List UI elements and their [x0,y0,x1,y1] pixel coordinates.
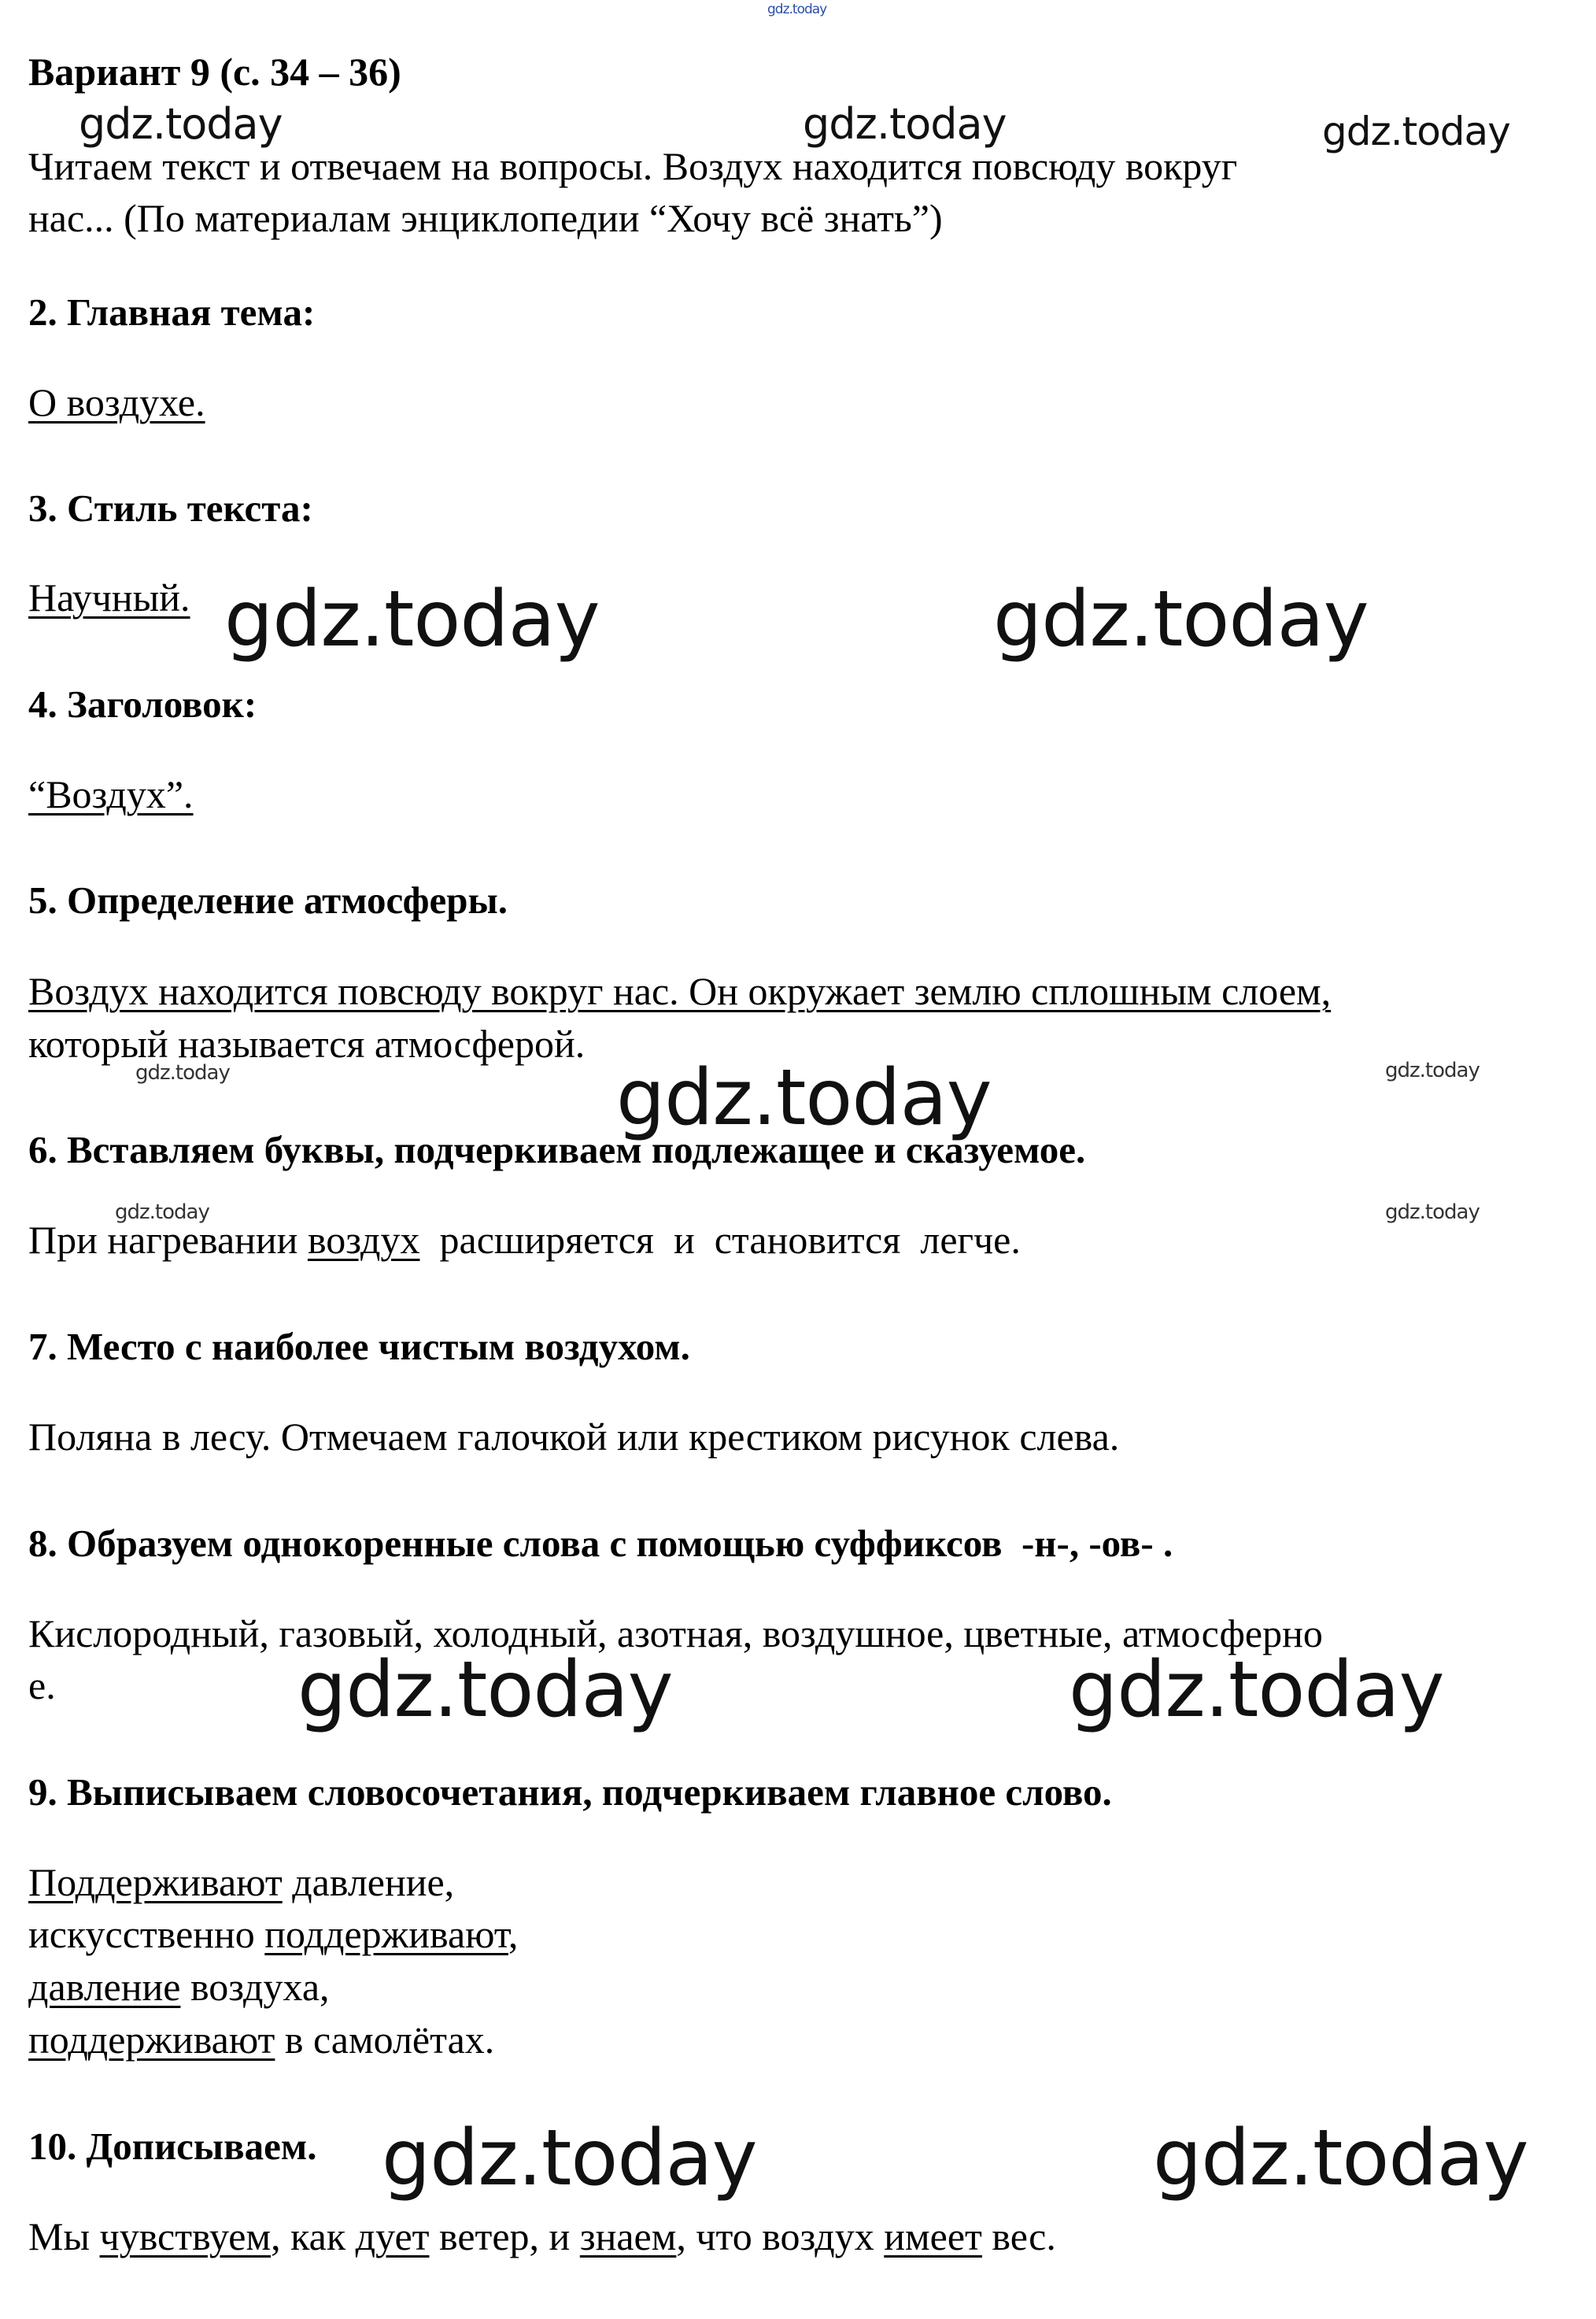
q7-heading: 7. Место с наиболее чистым воздухом. [28,1325,690,1368]
watermark: gdz.today [115,1200,209,1224]
q10-verb-2: дует [355,2214,430,2258]
q9-heading: 9. Выписываем словосочетания, подчеркиваем главное слово. [28,1770,1112,1814]
watermark: gdz.today [382,2114,757,2203]
q3-answer: Научный. [28,575,190,620]
q2-answer: О воздухе. [28,380,205,424]
q10-text-2: , как [271,2214,356,2258]
intro-line-2: нас... (По материалам энциклопедии “Хочу всё знать”) [28,196,943,240]
q6-subject: воздух [307,1218,420,1262]
q8-answer-line-1: Кислородный, газовый, холодный, азотная, воздушное, цветные, атмосферно [28,1611,1323,1655]
watermark: gdz.today [803,99,1007,149]
q8-heading: 8. Образуем однокоренные слова с помощью суффиксов -н-, -ов- . [28,1522,1173,1565]
q7-answer: Поляна в лесу. Отмечаем галочкой или крестиком рисунок слева. [28,1415,1120,1459]
q5-heading: 5. Определение атмосферы. [28,878,508,922]
q9-line-3 [28,1964,330,2010]
q10-verb-1: чувствуем [99,2214,272,2258]
q6-text-2: расширяется и становится легче. [419,1218,1021,1262]
q5-answer-line-1: Воздух находится повсюду вокруг нас. Он окружает землю сплошным слоем, [28,969,1332,1013]
watermark: gdz.today [1385,1059,1480,1082]
q4-heading: 4. Заголовок: [28,682,257,726]
q5-answer-line-2: который называется атмосферой. [28,1022,586,1066]
watermark: gdz.today [993,575,1369,664]
q10-text-3: ветер, и [429,2214,580,2258]
q8-answer-line-2: е. [28,1663,56,1707]
q9-rest-1: давление, [282,1860,455,1904]
watermark: gdz.today [79,99,283,149]
q9-rest-2: , [508,1912,519,1956]
watermark: gdz.today [616,1053,992,1143]
q9-line-2 [28,1911,518,1957]
q10-text-1: Мы [28,2214,100,2258]
q10-heading: 10. Дописываем. [28,2125,317,2168]
watermark: gdz.today [1069,1645,1444,1735]
q10-text-4: , что воздух [676,2214,885,2258]
watermark: gdz.today [297,1645,673,1735]
q2-heading: 2. Главная тема: [28,290,316,334]
q6-text-1: При нагревании [28,1218,308,1262]
q9-main-word-1: Поддерживают [28,1860,283,1904]
q4-answer: “Воздух”. [28,772,194,816]
q9-line-4 [28,2017,494,2062]
q9-main-word-4: поддерживают [28,2018,275,2062]
q10-verb-4: имеет [884,2214,982,2258]
q10-verb-3: знаем [579,2214,677,2258]
q3-heading: 3. Стиль текста: [28,486,313,530]
q10-answer [28,2214,1056,2259]
watermark: gdz.today [1385,1200,1480,1224]
q6-heading: 6. Вставляем буквы, подчеркиваем подлежащее и сказуемое. [28,1128,1086,1171]
watermark: gdz.today [1322,109,1510,154]
watermark: gdz.today [135,1061,230,1085]
q9-main-word-2: поддерживают [264,1912,508,1956]
page-title: Вариант 9 (с. 34 – 36) [28,50,401,94]
watermark: gdz.today [224,575,600,664]
watermark-top: gdz.today [767,2,827,17]
q10-text-5: вес. [981,2214,1056,2258]
q9-main-word-3: давление [28,1965,181,2009]
q9-line-1 [28,1859,454,1905]
watermark: gdz.today [1153,2114,1528,2203]
q9-rest-4: в самолётах. [275,2018,495,2062]
q9-rest-3: воздуха, [180,1965,330,2009]
q9-pre-2: искусственно [28,1912,265,1956]
intro-line-1: Читаем текст и отвечаем на вопросы. Воздух находится повсюду вокруг [28,144,1238,188]
